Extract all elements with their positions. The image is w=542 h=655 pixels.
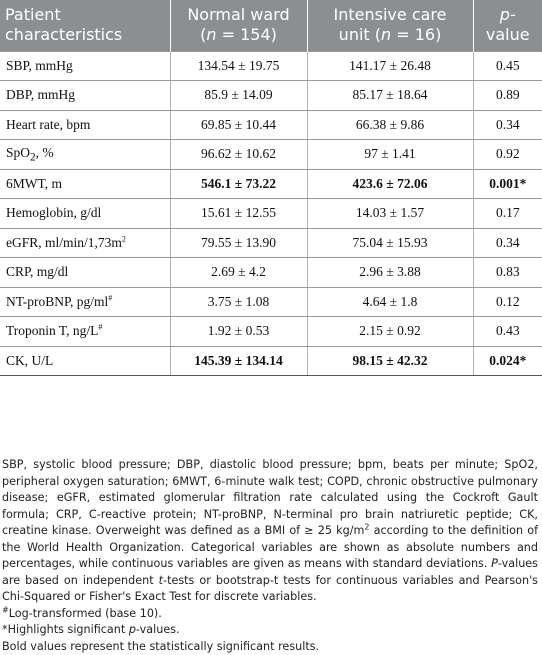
table-row-significant (0, 346, 542, 376)
abbreviations-note (2, 457, 538, 606)
p-value: 0.43 (473, 317, 542, 347)
significance-text-2: -values. (136, 623, 180, 636)
row-label: SBP, mmHg (0, 51, 170, 81)
normal-ward-value: 134.54 ± 19.75 (170, 51, 307, 81)
header-col2-line1: Normal ward (187, 5, 289, 24)
row-label: CK, U/L (0, 346, 170, 376)
abbreviations-text-3: -values are based on independent (2, 557, 538, 587)
normal-ward-value: 15.61 ± 12.55 (170, 199, 307, 229)
header-col3-line1: Intensive care (334, 5, 447, 24)
normal-ward-value: 2.69 ± 4.2 (170, 258, 307, 288)
icu-value: 97 ± 1.41 (307, 140, 473, 170)
log-text: Log-transformed (base 10). (9, 607, 162, 620)
normal-ward-value: 79.55 ± 13.90 (170, 228, 307, 258)
abbreviations-italic-p: P (491, 557, 498, 570)
normal-ward-value: 1.92 ± 0.53 (170, 317, 307, 347)
table-row (0, 81, 542, 111)
row-label (0, 287, 170, 317)
table-row (0, 110, 542, 140)
p-value: 0.83 (473, 258, 542, 288)
header-col4-line2: value (486, 25, 530, 44)
header-col4-line1: p- (500, 5, 516, 24)
row-label-main: SpO (6, 145, 30, 160)
icu-value: 141.17 ± 26.48 (307, 51, 473, 81)
icu-value: 2.15 ± 0.92 (307, 317, 473, 347)
p-value: 0.92 (473, 140, 542, 170)
row-label-subscript: 2 (30, 152, 36, 164)
row-label (0, 140, 170, 170)
table-footnotes (2, 457, 538, 655)
row-label-main: NT-proBNP, pg/ml (6, 294, 108, 309)
p-value: 0.34 (473, 228, 542, 258)
p-value: 0.45 (473, 51, 542, 81)
icu-value: 423.6 ± 72.06 (307, 169, 473, 199)
row-label: DBP, mmHg (0, 81, 170, 111)
abbreviations-italic-t: t (159, 574, 163, 587)
abbreviations-text-2: according to the definition of the World Health Organization. Categorical variables are shown as absolute numbers and percentages, while continuous variables are given as means with standard deviations. (2, 524, 538, 570)
p-value: 0.89 (473, 81, 542, 111)
header-normal-ward (170, 0, 307, 51)
row-label-superscript: 2 (122, 234, 126, 243)
abbreviations-superscript: 2 (364, 522, 369, 531)
normal-ward-value: 96.62 ± 10.62 (170, 140, 307, 170)
icu-value: 85.17 ± 18.64 (307, 81, 473, 111)
row-label-suffix: , % (36, 145, 54, 160)
header-patient-characteristics (0, 0, 170, 51)
normal-ward-value: 85.9 ± 14.09 (170, 81, 307, 111)
significance-italic-p: p (129, 623, 136, 636)
abbreviations-text-4: -tests or bootstrap-t tests for continuous variables and Pearson's Chi-Squared or Fisher's Exact Test for discrete variables. (2, 574, 538, 604)
significance-note (2, 622, 538, 639)
row-label-main: eGFR, ml/min/1,73m (6, 235, 122, 250)
header-col1-line2: characteristics (5, 25, 122, 44)
row-label-main: Troponin T, ng/L (6, 323, 98, 338)
table-row (0, 140, 542, 170)
row-label-superscript: # (98, 323, 102, 332)
row-label (0, 317, 170, 347)
icu-value: 14.03 ± 1.57 (307, 199, 473, 229)
normal-ward-value: 69.85 ± 10.44 (170, 110, 307, 140)
icu-value: 98.15 ± 42.32 (307, 346, 473, 376)
row-label (0, 228, 170, 258)
icu-value: 4.64 ± 1.8 (307, 287, 473, 317)
table-body (0, 51, 542, 376)
p-value: 0.17 (473, 199, 542, 229)
row-label: 6MWT, m (0, 169, 170, 199)
icu-value: 2.96 ± 3.88 (307, 258, 473, 288)
header-col1-line1: Patient (5, 5, 61, 24)
table-row (0, 317, 542, 347)
icu-value: 66.38 ± 9.86 (307, 110, 473, 140)
log-transformed-note (2, 606, 538, 623)
table-row (0, 51, 542, 81)
significance-text-1: *Highlights significant (2, 623, 129, 636)
normal-ward-value: 546.1 ± 73.22 (170, 169, 307, 199)
normal-ward-value: 145.39 ± 134.14 (170, 346, 307, 376)
abbreviations-text-1: SBP, systolic blood pressure; DBP, diastolic blood pressure; bpm, beats per minute; SpO2, peripheral oxygen saturation; 6MWT, 6-minute walk test; COPD, chronic obstructive pulmonary disease; eGFR, estimated glomerular filtration rate calculated using the Cockroft Gault formula; CRP, C-reactive protein; NT-proBNP, N-terminal pro brain natriuretic peptide; CK, creatine kinase. Overweight was defined as a BMI of ≥ 25 kg/m (2, 458, 538, 537)
bold-values-note: Bold values represent the statistically significant results. (2, 639, 538, 655)
p-value: 0.12 (473, 287, 542, 317)
table-row (0, 258, 542, 288)
header-p-value (473, 0, 542, 51)
header-row (0, 0, 542, 51)
header-col3-line2: unit (n = 16) (339, 25, 442, 44)
icu-value: 75.04 ± 15.93 (307, 228, 473, 258)
table-header (0, 0, 542, 51)
p-value: 0.34 (473, 110, 542, 140)
header-intensive-care (307, 0, 473, 51)
row-label-superscript: # (108, 293, 112, 302)
table-row (0, 199, 542, 229)
table-row (0, 287, 542, 317)
log-mark: # (2, 605, 9, 614)
table-row-significant (0, 169, 542, 199)
header-col2-line2: (n = 154) (200, 25, 277, 44)
p-value: 0.024* (473, 346, 542, 376)
p-value: 0.001* (473, 169, 542, 199)
row-label: Hemoglobin, g/dl (0, 199, 170, 229)
row-label: CRP, mg/dl (0, 258, 170, 288)
normal-ward-value: 3.75 ± 1.08 (170, 287, 307, 317)
table-row (0, 228, 542, 258)
row-label: Heart rate, bpm (0, 110, 170, 140)
